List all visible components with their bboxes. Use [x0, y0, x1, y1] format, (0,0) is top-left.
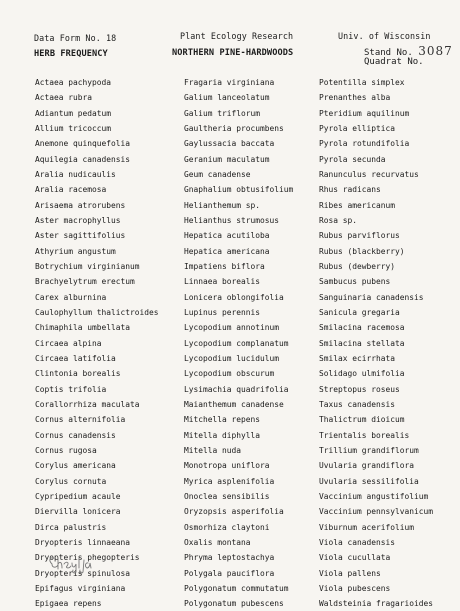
species-entry: Helianthemum sp.: [184, 200, 261, 210]
species-entry: Maianthemum canadense: [184, 399, 284, 409]
species-entry: Viola canadensis: [319, 537, 396, 547]
species-entry: Dryopteris phegopteris: [35, 553, 140, 563]
species-entry: Taxus canadensis: [319, 399, 396, 409]
species-entry: Hepatica acutiloba: [184, 231, 270, 241]
species-entry: Circaea alpina: [35, 338, 102, 348]
species-entry: Mitella nuda: [184, 445, 242, 455]
species-entry: Trillium grandiflorum: [319, 445, 419, 455]
species-entry: Chimaphila umbellata: [35, 323, 131, 333]
species-entry: Botrychium virginianum: [35, 261, 140, 271]
species-entry: Smilacina stellata: [319, 338, 405, 348]
species-entry: Actaea pachypoda: [35, 78, 112, 87]
species-entry: Lonicera oblongifolia: [184, 292, 284, 302]
species-entry: Viola pallens: [319, 568, 381, 578]
stand-number-handwritten: 3087: [418, 44, 453, 58]
species-entry: Pyrola rotundifolia: [319, 139, 410, 149]
species-entry: Vaccinium pennsylvanicum: [319, 507, 434, 517]
species-entry: Adiantum pedatum: [35, 108, 112, 118]
species-entry: Fragaria virginiana: [184, 78, 275, 87]
species-entry: Helianthus strumosus: [184, 215, 280, 225]
species-entry: Viburnum acerifolium: [319, 522, 415, 532]
species-entry: Dryopteris spinulosa: [35, 568, 131, 578]
species-entry: Thalictrum dioicum: [319, 415, 405, 425]
species-column-3: [319, 75, 433, 611]
stand-quadrat-block: [364, 46, 453, 68]
species-entry: Athyrium angustum: [35, 246, 116, 256]
species-entry: Corylus americana: [35, 461, 116, 471]
species-entry: Geum canadense: [184, 169, 251, 179]
species-entry: Hepatica americana: [184, 246, 270, 256]
species-column-1: [35, 75, 159, 611]
species-entry: Clintonia borealis: [35, 369, 121, 379]
species-entry: Oxalis montana: [184, 537, 251, 547]
species-entry: Aster macrophyllus: [35, 215, 121, 225]
quadrat-label: Quadrat No.: [364, 57, 424, 67]
species-entry: Circaea latifolia: [35, 353, 116, 363]
species-entry: Arisaema atrorubens: [35, 200, 126, 210]
species-entry: Pyrola elliptica: [319, 123, 396, 133]
species-entry: Sambucus pubens: [319, 277, 391, 287]
species-entry: Ribes americanum: [319, 200, 396, 210]
form-number: Data Form No. 18: [34, 33, 117, 43]
species-entry: Rhus radicans: [319, 185, 381, 195]
university-name: Univ. of Wisconsin: [338, 31, 431, 41]
species-entry: Linnaea borealis: [184, 277, 261, 287]
species-entry: Rubus (dewberry): [319, 261, 396, 271]
species-entry: Dirca palustris: [35, 522, 107, 532]
species-entry: Streptopus roseus: [319, 384, 400, 394]
handwritten-signature: [46, 552, 106, 574]
species-entry: Polygonatum commutatum: [184, 583, 289, 593]
species-entry: Prenanthes alba: [319, 93, 391, 103]
species-entry: Caulophyllum thalictroides: [35, 307, 159, 317]
species-entry: Smilacina racemosa: [319, 323, 405, 333]
species-entry: Monotropa uniflora: [184, 461, 270, 471]
species-entry: Uvularia grandiflora: [319, 461, 415, 471]
species-entry: Coptis trifolia: [35, 384, 107, 394]
species-entry: Rosa sp.: [319, 215, 358, 225]
species-entry: Uvularia sessilifolia: [319, 476, 419, 486]
species-entry: Impatiens biflora: [184, 261, 265, 271]
species-entry: Allium tricoccum: [35, 123, 112, 133]
species-entry: Dryopteris linnaeana: [35, 537, 131, 547]
species-entry: Polygonatum pubescens: [184, 599, 284, 609]
species-entry: Myrica asplenifolia: [184, 476, 275, 486]
species-entry: Pteridium aquilinum: [319, 108, 410, 118]
sheet-title: HERB FREQUENCY: [34, 49, 108, 59]
species-entry: Lycopodium lucidulum: [184, 353, 280, 363]
species-entry: Mitchella repens: [184, 415, 261, 425]
species-entry: Ranunculus recurvatus: [319, 169, 419, 179]
species-entry: Rubus (blackberry): [319, 246, 405, 256]
species-entry: Trientalis borealis: [319, 430, 410, 440]
species-entry: Lycopodium obscurum: [184, 369, 275, 379]
species-entry: Cornus rugosa: [35, 445, 97, 455]
species-entry: Corallorrhiza maculata: [35, 399, 140, 409]
species-entry: Actaea rubra: [35, 93, 93, 103]
species-entry: Aralia nudicaulis: [35, 169, 116, 179]
species-entry: Potentilla simplex: [319, 78, 405, 87]
species-entry: Osmorhiza claytoni: [184, 522, 270, 532]
species-entry: Phryma leptostachya: [184, 553, 275, 563]
community-title: NORTHERN PINE-HARDWOODS: [172, 48, 294, 58]
species-entry: Viola cucullata: [319, 553, 391, 563]
species-entry: Aster sagittifolius: [35, 231, 126, 241]
species-entry: Epifagus virginiana: [35, 583, 126, 593]
species-entry: Sanicula gregaria: [319, 307, 400, 317]
species-entry: Aquilegia canadensis: [35, 154, 131, 164]
species-entry: Lycopodium annotinum: [184, 323, 280, 333]
species-entry: Brachyelytrum erectum: [35, 277, 135, 287]
species-entry: Pyrola secunda: [319, 154, 386, 164]
species-entry: Lysimachia quadrifolia: [184, 384, 289, 394]
species-entry: Mitella diphylla: [184, 430, 261, 440]
species-entry: Smilax ecirrhata: [319, 353, 396, 363]
species-entry: Lupinus perennis: [184, 307, 261, 317]
species-entry: Galium lanceolatum: [184, 93, 270, 103]
species-entry: Solidago ulmifolia: [319, 369, 405, 379]
species-entry: Anemone quinquefolia: [35, 139, 131, 149]
species-entry: Carex alburnina: [35, 292, 107, 302]
species-entry: Waldsteinia fragarioides: [319, 599, 434, 609]
species-entry: Cornus canadensis: [35, 430, 116, 440]
species-entry: Polygala pauciflora: [184, 568, 275, 578]
species-entry: Vaccinium angustifolium: [319, 491, 429, 501]
stand-label: Stand No.: [364, 48, 413, 58]
organization-name: Plant Ecology Research: [180, 31, 294, 41]
species-entry: Epigaea repens: [35, 599, 102, 609]
species-entry: Aralia racemosa: [35, 185, 107, 195]
species-entry: Sanguinaria canadensis: [319, 292, 424, 302]
species-entry: Corylus cornuta: [35, 476, 107, 486]
species-entry: Viola pubescens: [319, 583, 391, 593]
species-entry: Diervilla lonicera: [35, 507, 121, 517]
species-entry: Gnaphalium obtusifolium: [184, 185, 294, 195]
species-entry: Gaultheria procumbens: [184, 123, 284, 133]
species-entry: Galium triflorum: [184, 108, 261, 118]
species-entry: Cypripedium acaule: [35, 491, 121, 501]
species-column-2: [184, 75, 293, 611]
species-entry: Lycopodium complanatum: [184, 338, 289, 348]
species-entry: Cornus alternifolia: [35, 415, 126, 425]
species-entry: Rubus parviflorus: [319, 231, 400, 241]
species-entry: Gaylussacia baccata: [184, 139, 275, 149]
species-entry: Onoclea sensibilis: [184, 491, 270, 501]
species-entry: Geranium maculatum: [184, 154, 270, 164]
species-entry: Oryzopsis asperifolia: [184, 507, 284, 517]
